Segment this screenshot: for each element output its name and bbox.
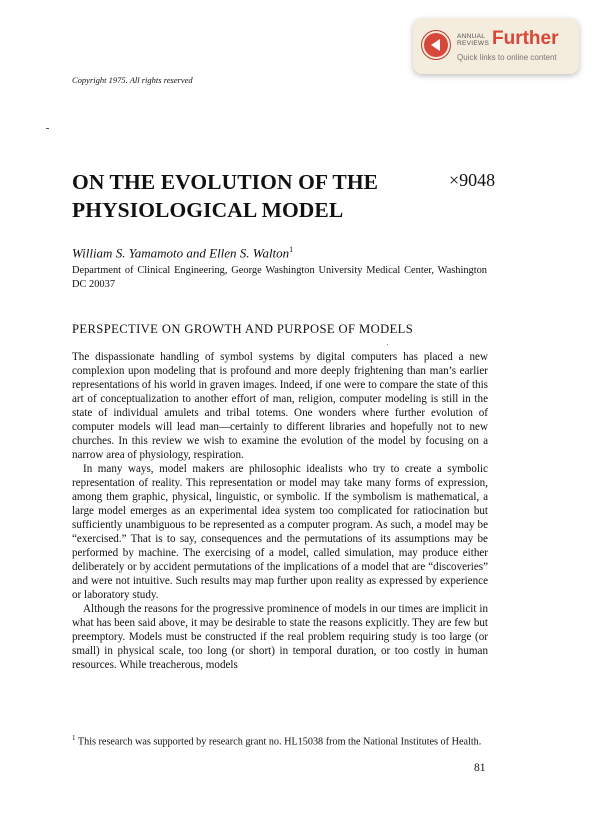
article-code: ×9048: [449, 170, 496, 190]
copyright-notice: Copyright 1975. All rights reserved: [72, 75, 193, 85]
annual-reviews-further-banner[interactable]: [413, 18, 579, 74]
section-heading: PERSPECTIVE ON GROWTH AND PURPOSE OF MODELS: [72, 322, 414, 336]
play-arrow-icon[interactable]: [422, 31, 450, 59]
title-line-1: ON THE EVOLUTION OF THE: [72, 170, 379, 194]
paragraph-1: The dispassionate handling of symbol systems by digital computers has placed a new complexion upon modeling that is profound and more deeply frightening than man’s earlier representations of his world in graven images. Indeed, if one were to compare the state of this art of conceptualization to another effort of man, religion, computer modeling is still in the state of individual amulets and tribal totems. One wonders where further evolution of computer models will lead man—certainly to different libraries and hopefully not to new churches. In this review we wish to examine the evolution of the model by focusing on a narrow area of physiology, respiration.: [72, 351, 488, 461]
author-footnote-mark: 1: [289, 245, 294, 254]
affiliation: Department of Clinical Engineering, George Washington University Medical Center, Washington DC 20037: [72, 265, 487, 290]
authors: [72, 245, 293, 261]
paragraph-3: Although the reasons for the progressive prominence of models in our times are implicit in what has been said above, it may be desirable to state the reasons explicitly. They are few but preemptory. Models must be constructed if the real problem requiring study is too large (or small) in physical scale, too long (or short) in temporal duration, or too costly in human resources. While treacherous, models: [72, 603, 488, 671]
page-number: 81: [474, 762, 486, 774]
reviews-label: REVIEWS: [457, 40, 490, 47]
margin-mark: [46, 128, 49, 129]
article-body: [72, 350, 488, 672]
further-label: Further: [492, 28, 559, 49]
article-title: [72, 168, 412, 224]
paragraph-2: In many ways, model makers are philosophic idealists who try to create a symbolic representation of reality. This representation or model may take many forms of expression, among them graphic, physical, linguistic, or symbolic. If the symbolism is mathematical, a large model emerges as an experimental idea system too complicated for ratiocination but sufficiently unambiguous to be represented as a computer program. As such, a model may be “exercised.” That is to say, consequences and the permutations of its assumptions may be performed by machine. The exercising of a model, called simulation, may produce either deliberately or by accident permutations of the implications of a model that are “discoveries” and were not intuitive. Such results may map further upon reality as expressed by experience or laboratory study.: [72, 463, 488, 601]
footnote-mark: 1: [72, 734, 76, 742]
title-line-2: PHYSIOLOGICAL MODEL: [72, 198, 344, 222]
footnote-text: This research was supported by research grant no. HL15038 from the National Institutes of Health.: [77, 736, 482, 748]
author-names: William S. Yamamoto and Ellen S. Walton: [72, 245, 290, 261]
annual-label: ANNUAL: [457, 33, 486, 40]
footnote: [72, 731, 488, 749]
stray-dot: [387, 344, 388, 345]
quick-links-label: Quick links to online content: [457, 53, 557, 62]
annual-reviews-logo-text: [457, 33, 489, 47]
